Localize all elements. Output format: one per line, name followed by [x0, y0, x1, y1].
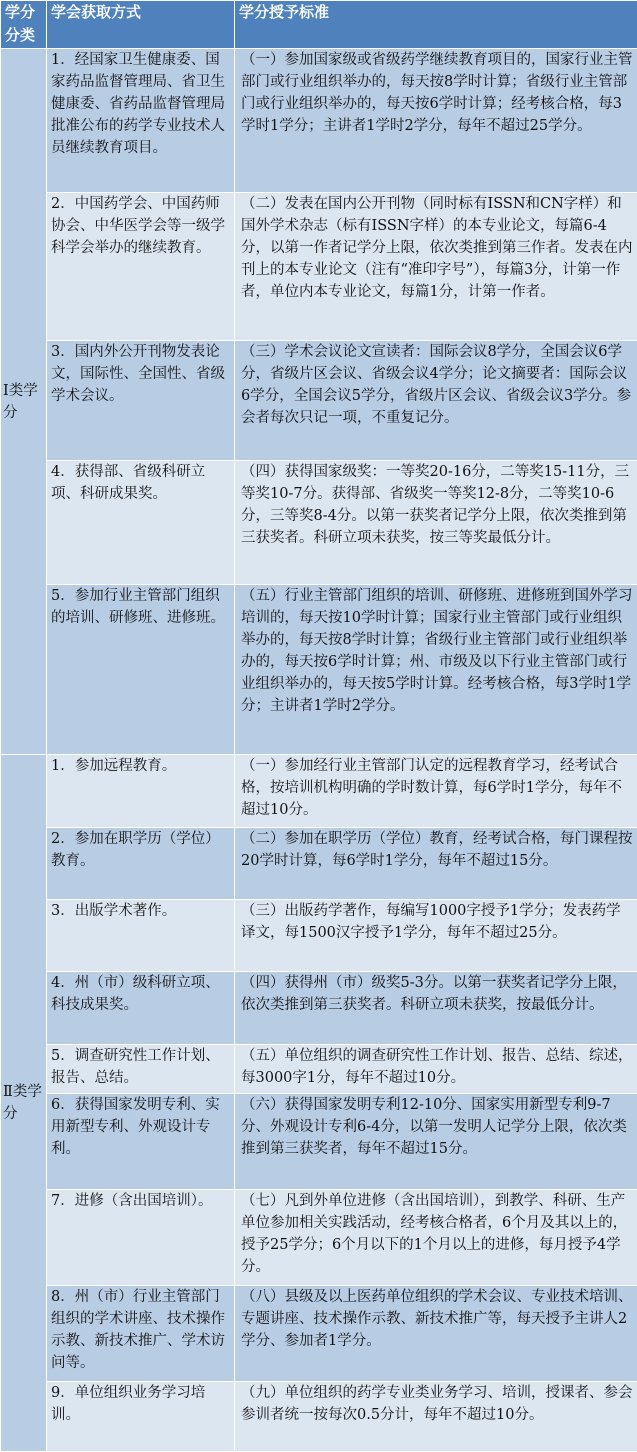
method-cell: 4．获得部、省级科研立项、科研成果奖。 [47, 461, 235, 585]
method-cell: 9．单位组织业务学习培训。 [47, 1382, 235, 1452]
category-cell-1: Ⅰ类学分 [1, 49, 47, 755]
standard-cell: （五）单位组织的调查研究性工作计划、报告、总结、综述，每3000字1分，每年不超过10分。 [235, 1045, 637, 1094]
category-cell-2: Ⅱ类学分 [1, 755, 47, 1452]
standard-cell: （五）行业主管部门组织的培训、研修班、进修班到国外学习培训的，每天按10学时计算；国家行业主管部门或行业组织举办的，每天按8学时计算；省级行业主管部门或行业组织举办的，每天按6学时计算；州、市级及以下行业主管部门或行业组织举办的，每天按5学时计算。经考核合格，每3学时1学分；主讲者1学时2学分。 [235, 585, 637, 755]
method-cell: 2．参加在职学历（学位）教育。 [47, 828, 235, 900]
table-row [1, 193, 637, 341]
standard-cell: （四）获得国家级奖：一等奖20-16分，二等奖15-11分，三等奖10-7分。获得部、省级奖一等奖12-8分，二等奖10-6分，三等奖8-4分。以第一获奖者记学分上限，依次类推到第三获奖者。科研立项未获奖，按三等奖最低分计。 [235, 461, 637, 585]
header-row [1, 1, 637, 49]
standard-cell: （二）发表在国内公开刊物（同时标有ISSN和CN字样）和国外学术杂志（标有ISSN字样）的本专业论文，每篇6-4分，以第一作者记学分上限，依次类推到第三作者。发表在内刊上的本专业论文（注有“准印字号”），每篇3分，计第一作者，单位内本专业论文，每篇1分，计第一作者。 [235, 193, 637, 341]
table-row [1, 900, 637, 972]
header-category: 学分分类 [1, 1, 47, 49]
method-cell: 5．调查研究性工作计划、报告、总结。 [47, 1045, 235, 1094]
table-row [1, 1045, 637, 1094]
header-standard: 学分授予标准 [235, 1, 637, 49]
method-cell: 8．州（市）行业主管部门组织的学术讲座、技术操作示教、新技术推广、学术访问等。 [47, 1286, 235, 1382]
standard-cell: （二）参加在职学历（学位）教育，经考试合格，每门课程按20学时计算，每6学时1学分，每年不超过15分。 [235, 828, 637, 900]
table-row [1, 341, 637, 461]
table-row [1, 1190, 637, 1286]
table-row [1, 828, 637, 900]
table-row [1, 49, 637, 193]
table-row [1, 1094, 637, 1190]
table-row [1, 461, 637, 585]
standard-cell: （八）县级及以上医药单位组织的学术会议、专业技术培训、专题讲座、技术操作示教、新技术推广等，每天授予主讲人2学分、参加者1学分。 [235, 1286, 637, 1382]
standard-cell: （一）参加国家级或省级药学继续教育项目的，国家行业主管部门或行业组织举办的，每天按8学时计算；省级行业主管部门或行业组织举办的，每天按6学时计算；经考核合格，每3学时1学分；主讲者1学时2学分，每年不超过25学分。 [235, 49, 637, 193]
method-cell: 7．进修（含出国培训）。 [47, 1190, 235, 1286]
method-cell: 3．国内外公开刊物发表论文，国际性、全国性、省级学术会议。 [47, 341, 235, 461]
standard-cell: （一）参加经行业主管部门认定的远程教育学习，经考试合格，按培训机构明确的学时数计算，每6学时1学分，每年不超过10分。 [235, 755, 637, 828]
standard-cell: （六）获得国家发明专利12-10分、国家实用新型专利9-7分、外观设计专利6-4分，以第一发明人记学分上限，依次类推到第三获奖者，每年不超过15分。 [235, 1094, 637, 1190]
table-row [1, 755, 637, 828]
method-cell: 4．州（市）级科研立项、科技成果奖。 [47, 972, 235, 1045]
method-cell: 5．参加行业主管部门组织的培训、研修班、进修班。 [47, 585, 235, 755]
method-cell: 2．中国药学会、中国药师协会、中华医学会等一级学科学会举办的继续教育。 [47, 193, 235, 341]
standard-cell: （九）单位组织的药学专业类业务学习、培训，授课者、参会参训者统一按每次0.5分计，每年不超过10分。 [235, 1382, 637, 1452]
standard-cell: （七）凡到外单位进修（含出国培训），到教学、科研、生产单位参加相关实践活动，经考核合格者，6个月及其以上的，授予25学分；6个月以下的1个月以上的进修，每月授予4学分。 [235, 1190, 637, 1286]
method-cell: 6．获得国家发明专利、实用新型专利、外观设计专利。 [47, 1094, 235, 1190]
table-row [1, 585, 637, 755]
method-cell: 1．经国家卫生健康委、国家药品监督管理局、省卫生健康委、省药品监督管理局批准公布的药学专业技术人员继续教育项目。 [47, 49, 235, 193]
header-method: 学会获取方式 [47, 1, 235, 49]
standard-cell: （三）学术会议论文宣读者：国际会议8学分，全国会议6学分，省级片区会议、省级会议4学分；论文摘要者：国际会议6学分，全国会议5学分，省级片区会议、省级会议3学分。参会者每次只记一项，不重复记分。 [235, 341, 637, 461]
table-row [1, 972, 637, 1045]
method-cell: 3．出版学术著作。 [47, 900, 235, 972]
method-cell: 1．参加远程教育。 [47, 755, 235, 828]
table-row [1, 1382, 637, 1452]
table-row [1, 1286, 637, 1382]
standard-cell: （三）出版药学著作，每编写1000字授予1学分；发表药学译文，每1500汉字授予1学分，每年不超过25分。 [235, 900, 637, 972]
standard-cell: （四）获得州（市）级奖5-3分。以第一获奖者记学分上限，依次类推到第三获奖者。科研立项未获奖，按最低分计。 [235, 972, 637, 1045]
